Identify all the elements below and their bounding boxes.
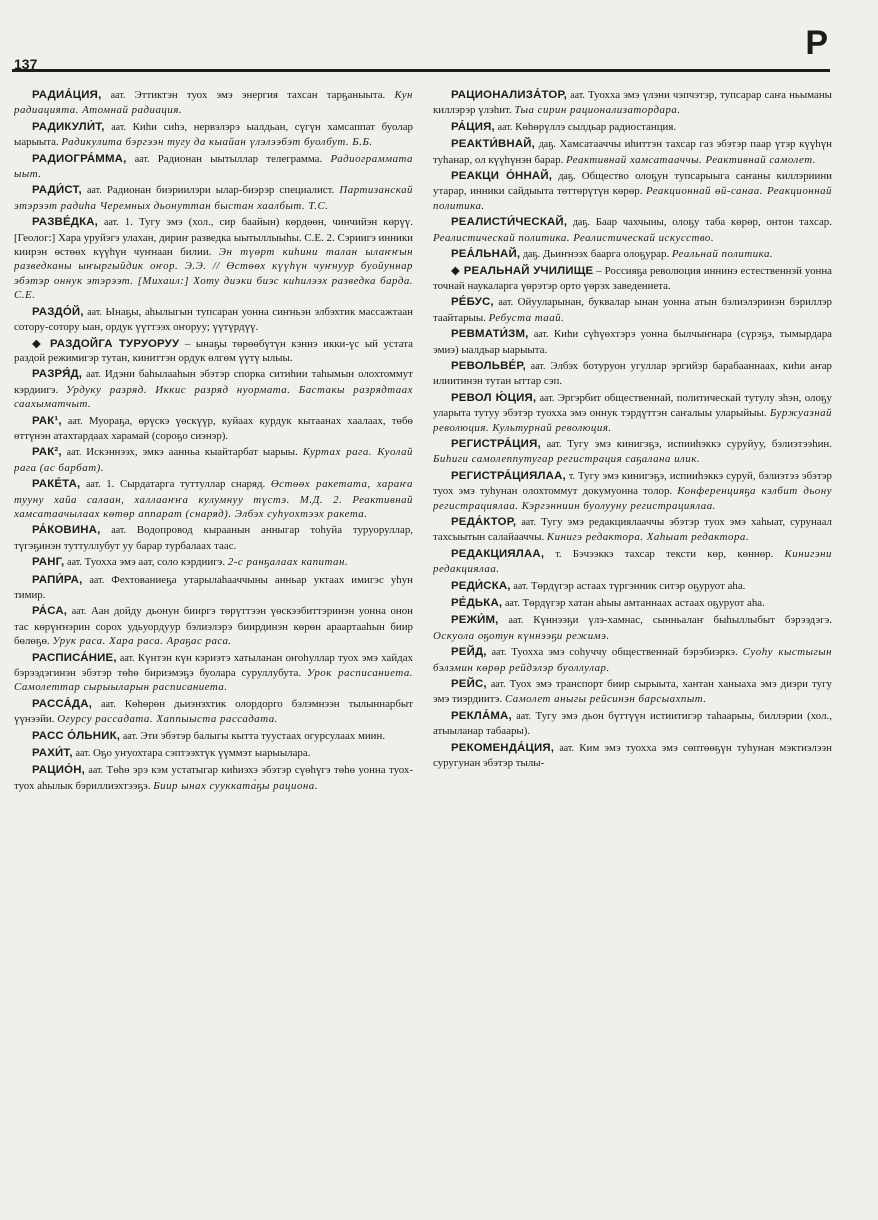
entry-headword: РАЗРЯ́Д,: [32, 368, 83, 381]
entry-example: Реальнай политика.: [671, 248, 774, 261]
entry-grammar: аат.: [498, 297, 514, 309]
entry-example: Кинигэни редакциялаа.: [433, 547, 832, 576]
entry-definition: Тугу эмэ кинигэҕэ, испииһэккэ суруйуу, бэлиэтээһин.: [567, 437, 832, 450]
entry-headword: ◆ РАЗДОЙГА ТУРУОРУУ: [14, 338, 179, 350]
entry-grammar: аат.: [75, 748, 91, 760]
dictionary-entry: [433, 547, 832, 577]
entry-headword: РАДИКУЛИ́Т,: [32, 120, 105, 133]
entry-grammar: аат.: [88, 765, 104, 777]
entry-grammar: аат.: [559, 742, 575, 754]
entry-headword: РЕВОЛЬВЕ́Р,: [451, 359, 526, 372]
entry-headword: РАСПИСА́НИЕ,: [32, 651, 117, 664]
entry-headword: РАК²,: [32, 446, 62, 459]
entry-headword: РА́КОВИНА,: [32, 524, 101, 537]
entry-example: Биһиги самолеппутугар регистрация саҕалана илик.: [433, 453, 701, 466]
entry-grammar: аат.: [513, 580, 529, 592]
columns: [14, 88, 832, 1206]
entry-example: Реакционнай өй-санаа. Реакционнай политика.: [433, 185, 832, 212]
entry-grammar: т.: [555, 548, 562, 560]
dictionary-entry: [14, 697, 413, 727]
dictionary-entry: [433, 327, 832, 357]
entry-definition: 1. Тугу эмэ (хол., сир баайын) көрдөөн, чинчийэн көрүү. [Геолог:] Хара уруйэгэ улахан, дириҥ разведка ыытыллыыһы. С.Е. 2. Сэриигэ инники киирэн өстөөх күүһүн чуҥнаан билии.: [14, 216, 413, 259]
entry-grammar: даҕ.: [572, 217, 591, 229]
dictionary-entry: [14, 445, 413, 475]
entry-grammar: аат.: [67, 557, 82, 569]
entry-headword: РЕДАКЦИЯЛАА,: [451, 547, 545, 560]
entry-headword: РЕАКЦИ О́ННАЙ,: [451, 170, 553, 183]
entry-definition: Ойууларынан, буквалар ынан уонна атын бэлиэлэринэн бэриллэр таайтарыы.: [433, 296, 832, 324]
dictionary-entry: [14, 120, 413, 150]
entry-headword: РЕВМАТИ́ЗМ,: [451, 328, 529, 341]
entry-headword: РЕА́ЛЬНАЙ,: [451, 248, 521, 261]
header-rule: [12, 69, 830, 72]
entry-grammar: аат.: [570, 90, 585, 101]
entry-grammar: даҕ.: [538, 139, 556, 151]
entry-headword: ◆ РЕАЛЬНАЙ УЧИЛИЩЕ: [433, 265, 593, 277]
entry-grammar: аат.: [546, 438, 562, 450]
dictionary-entry: [433, 596, 832, 611]
entry-headword: РЕ́БУС,: [451, 296, 494, 309]
entry-definition: Искэннээх, эмкэ аанньа кыайтарбат ыарыы.: [86, 446, 298, 459]
entry-definition: Күннээҕи үлэ-хамнас, сынньалаҥ быһыллыбыт бэрээдэгэ.: [533, 614, 832, 627]
entry-definition: Киһи сиһэ, нервэлэрэ ыалдьан, сүгүн хамсаппат буолар ыарыыта.: [14, 120, 413, 149]
entry-headword: РАНГ,: [32, 556, 65, 569]
entry-example: Тыа сирин рационализатордара.: [514, 104, 681, 117]
entry-definition: Туохха эмэ аат, соло кэрдиигэ.: [84, 556, 226, 569]
entry-definition: Дьиҥнээх баарга олоҕурар.: [542, 248, 670, 261]
dictionary-entry: [14, 152, 413, 182]
entry-headword: РЕГИСТРА́ЦИЯЛАА,: [451, 469, 566, 482]
dictionary-entry: [433, 295, 832, 325]
entry-definition: – ынаҕы төрөөбүтүн кэннэ икки-үс ый устата раздой режимигэр тутан, киниттэн ордук өлгөм үүтү ылыы.: [14, 337, 413, 364]
entry-headword: РА́СА,: [32, 605, 68, 618]
entry-headword: РАДИ́СТ,: [32, 184, 82, 197]
entry-grammar: т.: [568, 470, 576, 482]
entry-headword: РАПИ́РА,: [32, 573, 83, 586]
entry-definition: Тугу эмэ дьон бүттүүн истиитигэр таһаарыы, биллэрии (хол., атыыланар табаары).: [433, 709, 832, 738]
entry-example: Биир ынах суукката́ҕы рациона.: [153, 779, 318, 792]
entry-definition: Туохха эмэ соһуччу общественнай бэрэбиэркэ.: [511, 646, 738, 659]
entry-grammar: аат.: [497, 121, 513, 133]
entry-example: Радикулита бэргээн тугу да кыайан үлэлээбэт буолбут. Б.Б.: [61, 136, 373, 149]
entry-definition: Оҕо уҥуохтара сэптээхтүк үүммэт ыарыылара.: [93, 747, 311, 760]
dictionary-entry: [14, 183, 413, 213]
entry-definition: Бэчээккэ тахсар тексти көр, көннөр.: [572, 547, 774, 560]
dictionary-entry: [14, 337, 413, 366]
entry-headword: РЕЙС,: [451, 678, 487, 691]
entry-definition: Идэни баһылааһын эбэтэр спорка ситиһии таһымын олохтоммут кэрдиигэ.: [14, 368, 413, 396]
entry-definition: Тугу эмэ редакциялааччы эбэтэр туох эмэ хаһыат, сурунаал тахсыытын салайааччы.: [433, 515, 832, 544]
entry-grammar: аат.: [66, 447, 82, 459]
entry-definition: Водопровод кыраанын анныгар тоһуйа туруоруллар, түгэҕинэн туттуллубут уу барар турбалаах таас.: [14, 524, 413, 552]
entry-grammar: аат.: [110, 90, 126, 101]
entry-example: Кинигэ редактора. Хаһыат редактора.: [546, 531, 750, 544]
entry-headword: РЕКОМЕНДА́ЦИЯ,: [451, 741, 555, 754]
dictionary-entry: [14, 763, 413, 793]
dictionary-entry: [14, 604, 413, 648]
entry-headword: РАДИА́ЦИЯ,: [32, 89, 102, 101]
entry-grammar: аат.: [516, 710, 532, 722]
entry-headword: РЕГИСТРА́ЦИЯ,: [451, 437, 541, 450]
entry-grammar: аат.: [530, 360, 546, 372]
entry-grammar: аат.: [86, 369, 101, 381]
entry-grammar: даҕ.: [522, 249, 541, 261]
entry-headword: РАЗДО́Й,: [32, 305, 84, 318]
dictionary-entry: [14, 573, 413, 603]
entry-definition: Ынаҕы, аһылыгын тупсаран уонна сиҥньэн элбэхтик массажтаан сотору-сотору ыан, ордук үүттээх оҥоруу; үүтүрдүү.: [14, 305, 413, 334]
dictionary-entry: [14, 651, 413, 695]
entry-example: Ребуста таай.: [488, 311, 565, 324]
dictionary-entry: [433, 264, 832, 293]
dictionary-entry: [433, 645, 832, 675]
dictionary-entry: [14, 746, 413, 761]
entry-grammar: аат.: [71, 606, 87, 618]
entry-grammar: аат.: [111, 525, 127, 537]
entry-definition: Көһөрүллэ сылдьар радиостанция.: [515, 120, 677, 133]
entry-definition: 1. Сырдатарга туттуллар снаряд.: [106, 478, 266, 491]
entry-headword: РАХИ́Т,: [32, 747, 73, 760]
entry-headword: РА́ЦИЯ,: [451, 120, 495, 133]
entry-headword: РЕДИ́СКА,: [451, 579, 511, 592]
entry-example: Самолет аныгы рейсинэн барсыахпыт.: [504, 693, 707, 706]
entry-headword: РАДИОГРА́ММА,: [32, 152, 127, 165]
left-column: [14, 88, 413, 1206]
entry-grammar: аат.: [533, 329, 549, 341]
entry-example: Конференцияҕа кэлбит дьону регистрациялаа. Кэргэнниин буолууну регистрациялаа.: [433, 485, 832, 512]
entry-definition: – Россияҕа революция иннинэ естественнэй уонна точнай наукаларга үөрэтэр орто үөрэх заведениета.: [433, 265, 832, 292]
entry-headword: РАСС О́ЛЬНИК,: [32, 729, 121, 742]
dictionary-entry: [14, 215, 413, 302]
dictionary-entry: [14, 555, 413, 570]
dictionary-entry: [433, 137, 832, 167]
entry-definition: Төрдүгэр астаах түргэнник ситэр оҕуруот аһа.: [530, 579, 746, 592]
entry-grammar: аат.: [490, 679, 506, 691]
entry-example: Реалистическай политика. Реалистическай искусство.: [433, 231, 715, 244]
entry-grammar: аат.: [111, 121, 126, 133]
dictionary-entry: [433, 391, 832, 435]
entry-example: Буржуазнай революция. Культурнай революция.: [433, 407, 832, 434]
entry-definition: Эргэрбит общественнай, политическай тутулу эһэн, олоҕу уларыта тутуу эбэтэр туохха эмэ оннук тэрдүттэн саҥалыы уларыйыы.: [433, 391, 832, 420]
dictionary-entry: [14, 477, 413, 521]
dictionary-entry: [433, 709, 832, 739]
entry-grammar: аат.: [119, 652, 135, 664]
entry-example: 2-с ранҕалаах капитан.: [227, 556, 349, 569]
entry-grammar: аат.: [85, 479, 101, 491]
entry-definition: Баар чахчыны, олоҕу таба көрөр, онтон тахсар.: [595, 216, 832, 229]
entry-example: Оскуола оҕотун күннээҕи режимэ.: [433, 629, 610, 642]
entry-definition: Төһө эрэ кэм устатыгар киһиэхэ эбэтэр сүөһүгэ төһө уонна туох-туох аһылык бэриллиэхтээҕэ.: [14, 764, 413, 792]
entry-definition: Күнтэн күн кэриэтэ хатыланан оҥоһуллар туох эмэ хайдах бэрээдэгинэн эбэтэр төһө бириэмэҕэ буолара суруллубута.: [14, 651, 413, 680]
entry-headword: РЕЙД,: [451, 646, 487, 659]
entry-grammar: аат.: [87, 306, 102, 318]
dictionary-entry: [433, 215, 832, 245]
dictionary-entry: [433, 741, 832, 771]
entry-definition: Фехтованиеҕа утарылаһааччыны анньар уктаах имигэс уһун тимир.: [14, 573, 413, 601]
entry-definition: Радионан ыытыллар телеграмма.: [157, 152, 323, 165]
entry-definition: Муораҕа, өрүскэ үөскүүр, куйаах курдук кытаанах хаалаах, төбө өттүнэн атахтардаах харамай (сороҕо сиэнэр).: [14, 414, 413, 442]
entry-definition: Хамсатааччы иһиттэн тахсар газ эбэтэр паар үтэр күүһүн туһанар, ол күүһүнэн барар.: [433, 138, 832, 166]
entry-definition: Ким эмэ туохха эмэ сөптөөҕүн туһунан мэктиэлээн суругунан эбэтэр тылы-: [433, 741, 832, 770]
entry-example: Урдуку разряд. Иккис разряд нуормата. Бастакы разрядтаах саахыматчыт.: [14, 383, 413, 411]
entry-grammar: аат.: [504, 598, 520, 609]
entry-definition: Эттиктэн туох эмэ энергия тахсан тарҕаныыта.: [134, 89, 386, 101]
entry-definition: Көһөрөн дьиэнэхтик олордорго бэлэмнээн тылыннарбыт үүнээйи.: [14, 697, 413, 726]
dictionary-entry: [14, 305, 413, 335]
dictionary-entry: [433, 515, 832, 545]
dictionary-entry: [14, 523, 413, 553]
entry-definition: Эти эбэтэр балыгы кытта туустаах огурсулаах миин.: [140, 729, 386, 742]
entry-definition: Туохха эмэ үлэни чэпчэтэр, тупсарар саҥа ньыманы киллэрэр үлэһит.: [433, 89, 832, 117]
entry-definition: Туох эмэ транспорт биир сырыыта, хантан ханыаха эмэ диэри тугу эмэ тиэрдиитэ.: [433, 678, 832, 706]
entry-grammar: аат.: [521, 516, 537, 528]
entry-headword: РЕКЛА́МА,: [451, 709, 512, 722]
entry-headword: РАЦИОНАЛИЗА́ТОР,: [451, 89, 568, 101]
dictionary-entry: [433, 247, 832, 262]
entry-grammar: аат.: [86, 185, 102, 197]
entry-headword: РАЦИО́Н,: [32, 764, 85, 777]
dictionary-entry: [14, 729, 413, 744]
entry-headword: РАЗВЕ́ДКА,: [32, 216, 99, 229]
entry-headword: РЕЖИ́М,: [451, 614, 499, 627]
entry-definition: Төрдүгэр хатан аһыы амтаннаах астаах оҕуруот аһа.: [522, 597, 765, 609]
dictionary-entry: [14, 367, 413, 411]
entry-grammar: аат.: [491, 647, 507, 659]
entry-grammar: аат.: [89, 574, 105, 586]
entry-example: Куртах рага. Куолай рага (ас барбат).: [14, 446, 413, 474]
entry-grammar: аат.: [67, 415, 83, 427]
dictionary-entry: [433, 169, 832, 213]
entry-headword: РАК¹,: [32, 414, 62, 427]
entry-grammar: аат.: [122, 730, 138, 742]
dictionary-entry: [433, 437, 832, 467]
dictionary-entry: [433, 469, 832, 513]
entry-grammar: аат.: [101, 698, 116, 710]
entry-example: Урок расписаниета. Самолеттар сырыыларын расписаниета.: [14, 667, 413, 694]
dictionary-entry: [433, 120, 832, 135]
entry-example: Эн түөрт киһини талан ылаҥҥын разведканы ыҥыргыйдик оҥор. Э.Э. // Өстөөх күүһүн чуҥнуур буойуннар эбэтэр оннук этэрээт. [Михаил:] Хоту диэки биэс киһилээх разведка барда. С.Е.: [14, 246, 413, 302]
entry-definition: Аан дойду дьонун бииргэ төрүттээн үөскээбиттэринэн уонна онон тас көрүҥнэрин сорох удьуордуур бэлиэлэрэ биирдинэн көрөн араартааһын биир бөлөҕө.: [14, 605, 413, 648]
dictionary-entry: [14, 414, 413, 444]
entry-grammar: аат.: [539, 392, 555, 404]
entry-definition: Киһи сүһүөхтэрэ уонна былчыҥнара (сүрэҕэ, тымырдара эмиэ) ыалдьар ыарыыта.: [433, 328, 832, 356]
entry-headword: РЕАЛИСТИ́ЧЕСКАЙ,: [451, 216, 568, 229]
right-column: [433, 88, 832, 1206]
dictionary-entry: [433, 677, 832, 707]
entry-definition: Общество олоҕун тупсарыыга саҥаны киллэриини утарар, инники сайдыыта төттөрүтүн көрөр.: [433, 170, 832, 198]
entry-grammar: аат.: [508, 615, 524, 627]
entry-example: Өстөөх ракетата, хараҥа тууну хайа салаан, халлааҥҥа кулумнуу түстэ. М.Д. 2. Реактивнай хамсатаачылаах көтөр аппарат (снаряд). Элбэх суһуохтээх ракета.: [14, 478, 413, 520]
entry-definition: Элбэх ботуруон угуллар эргийэр барабааннаах, киһи аҥар илиитинэн тутан ыттар сэп.: [433, 359, 832, 388]
entry-headword: РАССА́ДА,: [32, 697, 93, 710]
entry-example: Реактивнай хамсатааччы. Реактивнай самолет.: [566, 153, 816, 166]
entry-example: Партизанскай этэрээт радиһа Черемных дьонуттан быстан хаалбыт. Т.С.: [14, 184, 413, 212]
dictionary-entry: [433, 579, 832, 594]
page-number: 137: [14, 56, 38, 72]
section-letter: Р: [805, 24, 828, 62]
entry-definition: Радионан биэриилэри ылар-биэрэр специалист.: [106, 184, 335, 197]
entry-definition: Тугу эмэ кинигэҕэ, испииһэккэ суруй, бэлиэтээ эбэтэр туох эмэ туһунан олохтоммут докумуонна толор.: [433, 469, 832, 498]
entry-grammar: аат.: [134, 153, 150, 165]
dictionary-entry: [433, 88, 832, 118]
entry-example: Суоһу кыстыгын бэлэмин көрөр рейдэлэр буоллулар.: [433, 646, 832, 674]
entry-headword: РЕАКТИ́ВНАЙ,: [451, 138, 536, 151]
entry-headword: РАКЕ́ТА,: [32, 478, 81, 491]
dictionary-entry: [433, 359, 832, 389]
dictionary-entry: [14, 88, 413, 118]
entry-example: Кун радиацията. Атомнай радиация.: [14, 89, 413, 117]
entry-headword: РЕ́ДЬКА,: [451, 597, 503, 609]
entry-headword: РЕВОЛ Ю́ЦИЯ,: [451, 391, 537, 404]
entry-headword: РЕДА́КТОР,: [451, 515, 517, 528]
entry-grammar: даҕ.: [558, 171, 576, 183]
dictionary-entry: [433, 613, 832, 643]
entry-grammar: аат.: [104, 217, 119, 229]
entry-example: Радиограммата ыыт.: [14, 152, 413, 181]
entry-example: Огурсу рассадата. Хаппыыста рассадата.: [57, 713, 278, 726]
entry-example: Урук раса. Хара раса. Араҕас раса.: [52, 635, 232, 648]
